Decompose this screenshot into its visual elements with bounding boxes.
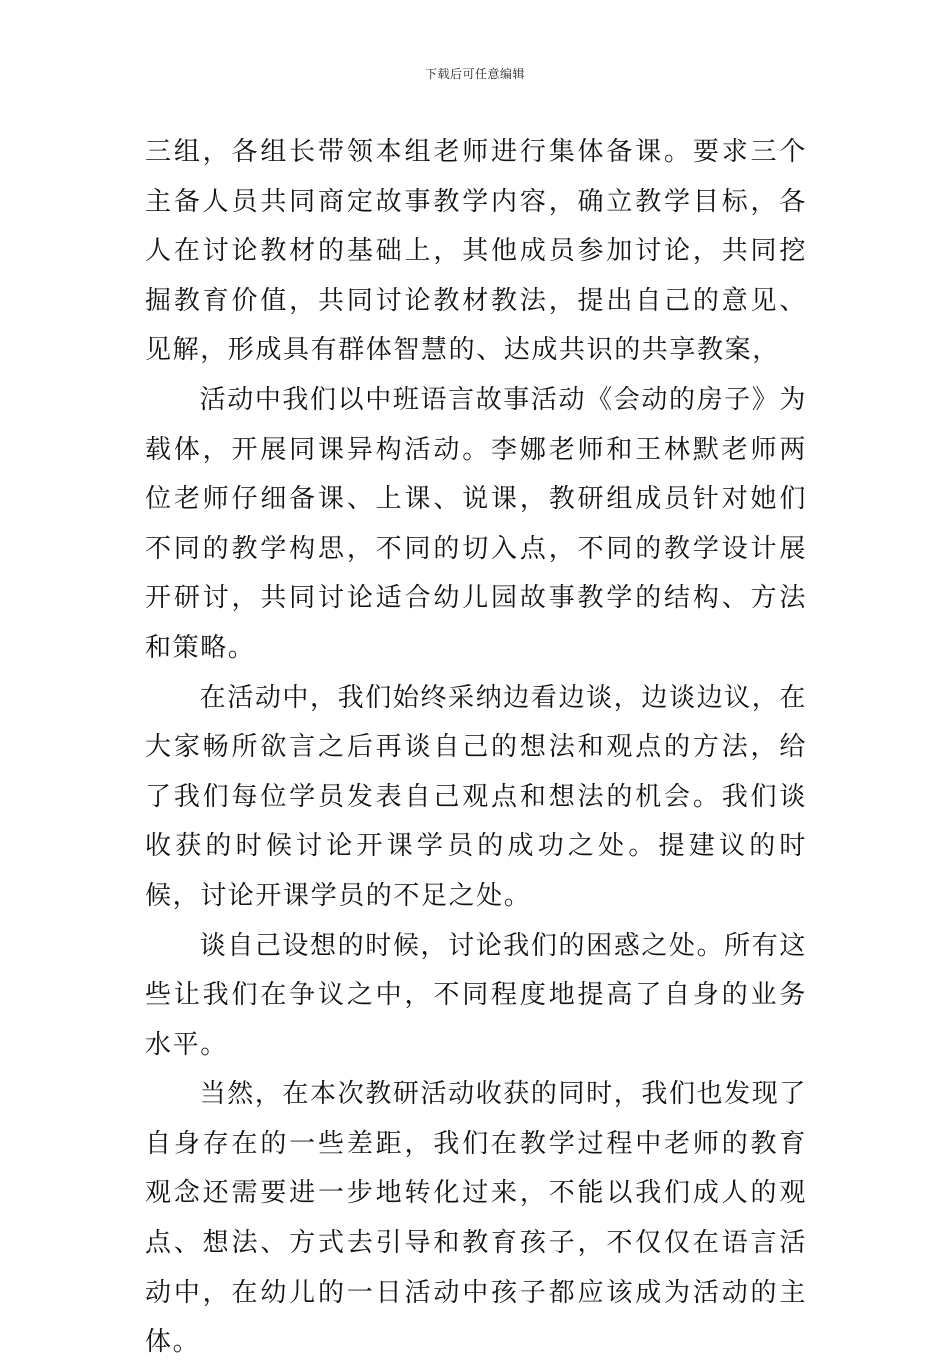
paragraph: 在活动中，我们始终采纳边看边谈，边谈边议，在大家畅所欲言之后再谈自己的想法和观点的方法，给了我们每位学员发表自己观点和想法的机会。我们谈收获的时候讨论开课学员的成功之处。提建议的时候，讨论开课学员的不足之处。 [145, 682, 807, 911]
paragraph: 活动中我们以中班语言故事活动《会动的房子》为载体，开展同课异构活动。李娜老师和王林默老师两位老师仔细备课、上课、说课，教研组成员针对她们不同的教学构思，不同的切入点，不同的教学设计展开研讨，共同讨论适合幼儿园故事教学的结构、方法和策略。 [145, 384, 807, 663]
paragraph: 当然，在本次教研活动收获的同时，我们也发现了自身存在的一些差距，我们在教学过程中老师的教育观念还需要进一步地转化过来，不能以我们成人的观点、想法、方式去引导和教育孩子，不仅仅在语言活动中，在幼儿的一日活动中孩子都应该成为活动的主体。 [145, 1079, 807, 1358]
document-body [145, 128, 807, 1368]
paragraph-continued: 三组，各组长带领本组老师进行集体备课。要求三个主备人员共同商定故事教学内容，确立教学目标，各人在讨论教材的基础上，其他成员参加讨论，共同挖掘教育价值，共同讨论教材教法，提出自己的意见、见解，形成具有群体智慧的、达成共识的共享教案， [145, 137, 807, 366]
page-header: 下载后可任意编辑 [424, 67, 525, 81]
paragraph: 谈自己设想的时候，讨论我们的困惑之处。所有这些让我们在争议之中，不同程度地提高了自身的业务水平。 [145, 930, 807, 1060]
